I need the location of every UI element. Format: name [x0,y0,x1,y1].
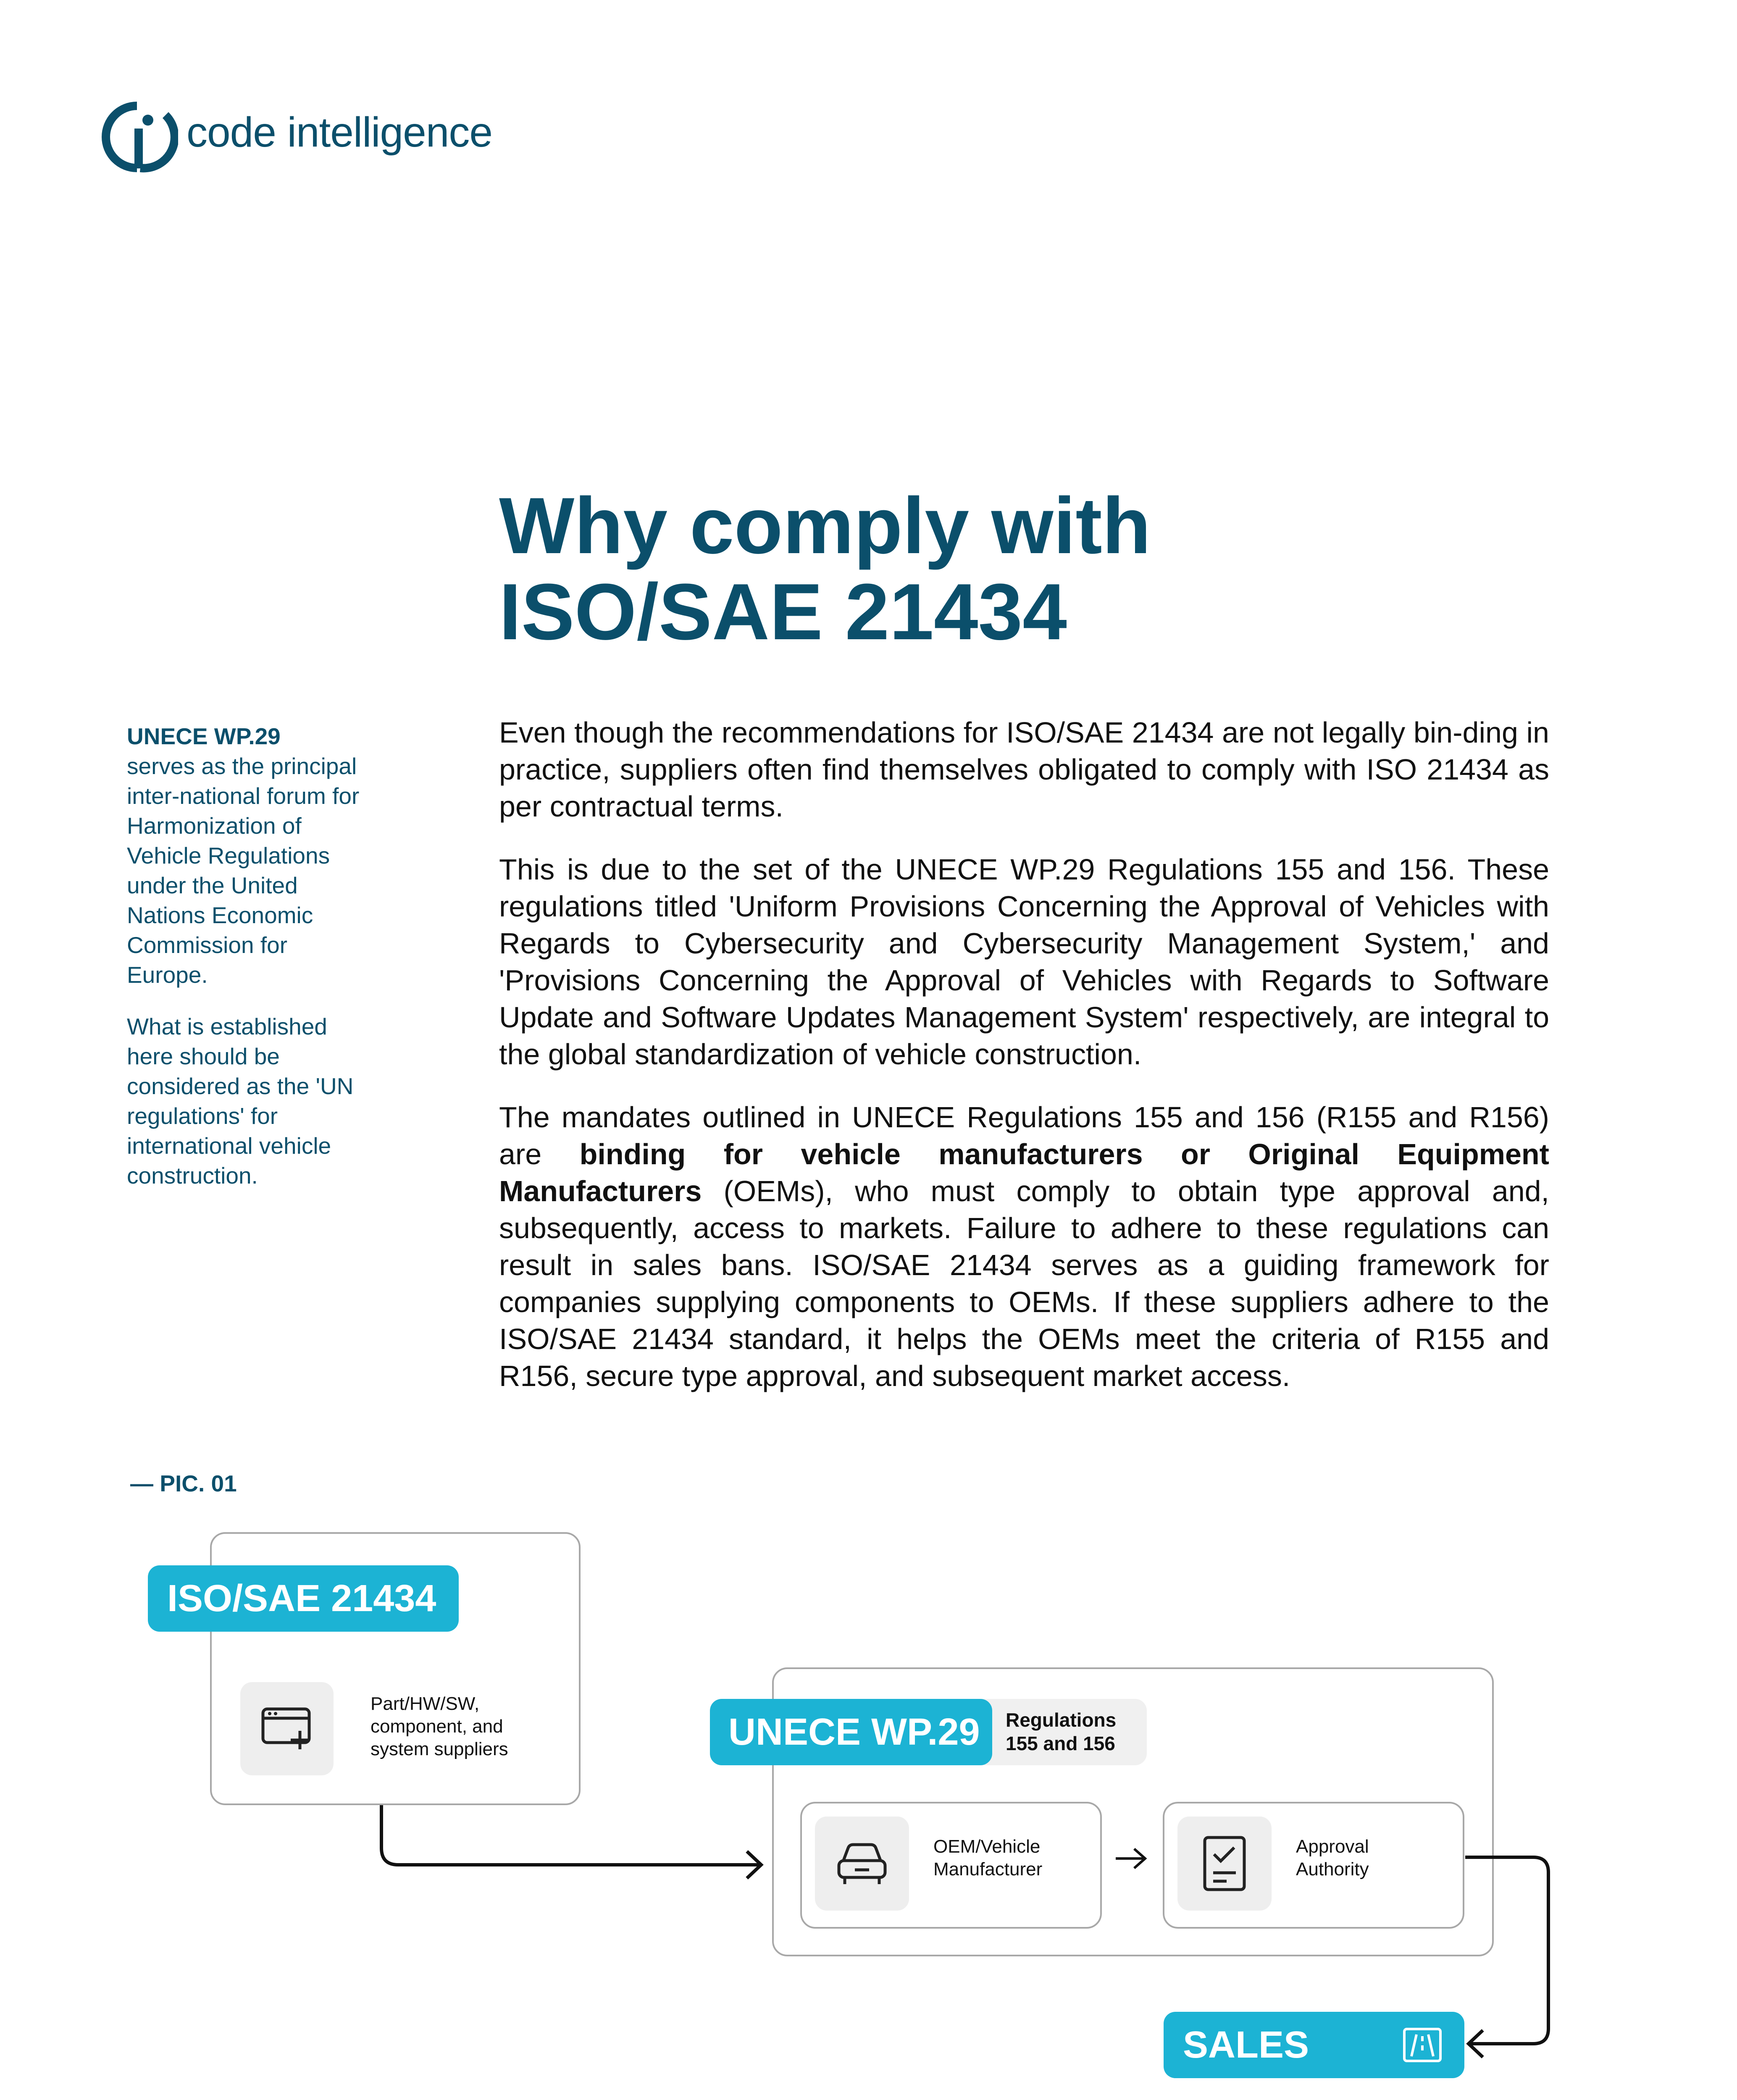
suppliers-label: Part/HW/SW, component, and system suppliers [371,1693,508,1759]
browser-add-icon [260,1706,314,1752]
oem-label: OEM/Vehicle Manufacturer [933,1836,1043,1880]
sales-label: SALES [1183,2024,1309,2066]
body-paragraph-1: Even though the recommendations for ISO/SAE 21434 are not legally bin-ding in practice, suppliers often find themselves obligated to comply with ISO 21434 as per contractual terms. [499,716,1549,823]
page-title-line-1: Why comply with [499,481,1151,570]
checklist-icon [1201,1834,1248,1893]
approval-label: Approval Authority [1296,1836,1369,1880]
logo-text: code intelligence [187,109,492,156]
body-paragraph-3-b: (OEMs), who must comply to obtain type approval and, subsequently, access to markets. Failure to adhere to these regulations can result in sales bans. ISO/SAE 21434 serves as a guiding framework for companies supplying components to OEMs. If these suppliers adhere to the ISO/SAE 21434 standard, it helps the OEMs meet the criteria of R155 and R156, secure type approval, and subsequent market access. [499,1175,1549,1392]
body-paragraph-3-a: The mandates outlined in UNECE Regulations 155 and 156 (R155 and R156) are [499,1101,1549,1171]
car-icon [835,1840,889,1887]
side-note [127,722,362,1213]
figure-caption: — PIC. 01 [130,1470,237,1496]
body-paragraph-2: This is due to the set of the UNECE WP.29 Regulations 155 and 156. These regulations titled 'Uniform Provisions Concerning the Approval of Vehicles with Regards to Cybersecurity and Cybersecurity Management System,' and 'Provisions Concerning the Approval of Vehicles with Regards to Software Update and Software Updates Management System' respectively, are integral to the global standardization of vehicle construction. [499,853,1549,1071]
side-note-paragraph-2: What is established here should be considered as the 'UN regulations' for international vehicle construction. [127,1013,354,1189]
oem-icon-box [815,1816,909,1911]
body-paragraph-3-bold: binding for vehicle manufacturers or Original Equipment Manufacturers [499,1138,1549,1208]
body-paragraph-3 [499,1099,1549,1394]
road-icon [1402,2027,1443,2063]
iso-sae-tag: ISO/SAE 21434 [148,1565,459,1632]
code-intelligence-logo-icon [98,98,178,176]
logo [98,98,492,176]
sales-tag [1164,2012,1464,2078]
unece-tag: UNECE WP.29 [710,1699,992,1765]
regulations-tag: Regulations 155 and 156 [970,1699,1147,1765]
approval-icon-box [1177,1816,1272,1911]
side-note-text-1: serves as the principal inter-national forum for Harmonization of Vehicle Regulations under the United Nations Economic Commission for Europe. [127,753,360,988]
suppliers-icon-box [240,1682,334,1775]
suppliers-to-oem-arrow [381,1805,761,1878]
page-title-line-2: ISO/SAE 21434 [499,567,1067,656]
body-text [499,714,1549,1420]
page-title [499,483,1507,655]
side-note-paragraph-1 [127,722,362,990]
oem-to-approval-arrow-icon [1112,1844,1150,1873]
side-note-lead: UNECE WP.29 [127,723,281,749]
